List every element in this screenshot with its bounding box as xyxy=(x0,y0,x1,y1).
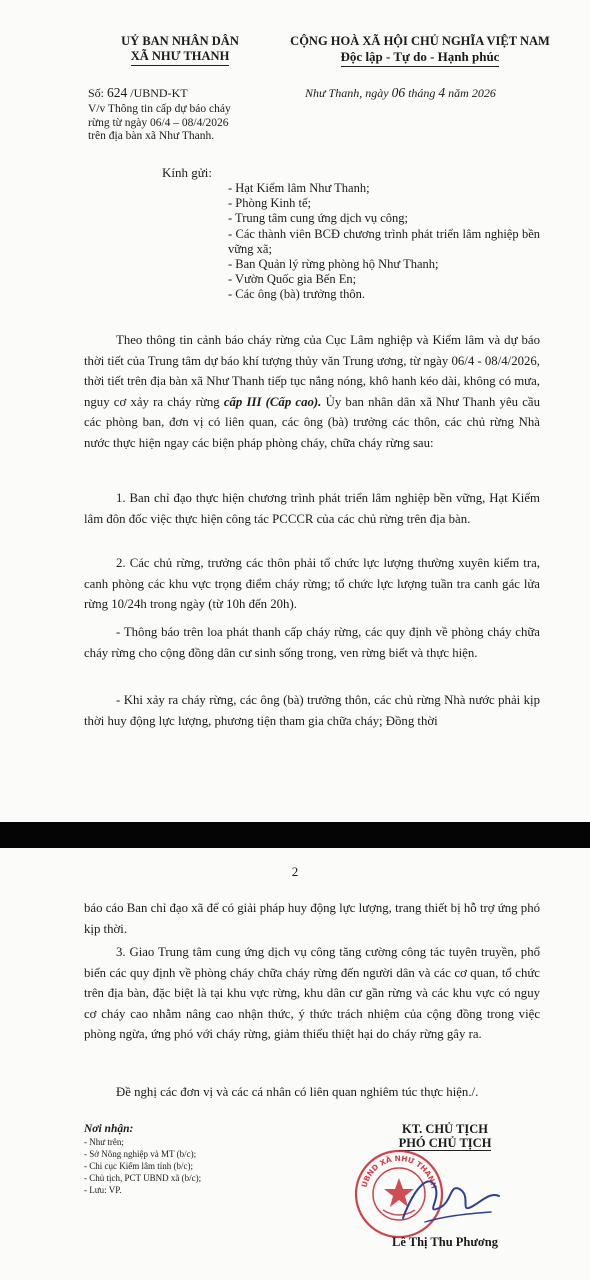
subject-line: V/v Thông tin cấp dự báo cháy xyxy=(88,103,231,115)
sign-line-1: KT. CHỦ TỊCH xyxy=(401,1122,488,1136)
bullet-2-paragraph: - Khi xảy ra cháy rừng, các ông (bà) trưởng thôn, các chủ rừng Nhà nước phải kịp thời huy động lực lượng, phương tiện tham gia chữa cháy; Đồng thời xyxy=(84,693,540,728)
date-month-word: tháng xyxy=(408,86,436,100)
doc-number-suffix: /UBND-KT xyxy=(130,86,188,100)
addressee-label: Kính gửi: xyxy=(162,165,213,180)
recipient-item: - Trung tâm cung ứng dịch vụ công; xyxy=(228,211,409,226)
recipient-item: - Vườn Quốc gia Bến En; xyxy=(228,272,357,287)
date-month: 4 xyxy=(438,85,446,100)
recipient-list xyxy=(228,181,540,303)
date-prefix: Như Thanh, ngày xyxy=(305,86,389,100)
national-motto-line2: Độc lập - Tự do - Hạnh phúc xyxy=(341,49,500,67)
item-3-paragraph: 3. Giao Trung tâm cung ứng dịch vụ công tăng cường công tác tuyên truyền, phổ biến các quy định về phòng cháy chữa cháy rừng đến người dân và các cơ quan, tổ chức trên địa bàn, đặc biệt là tại khu vực rừng, khu dân cư gần rừng và các khu vực có nguy cơ cháy cao nhằm nâng cao nhận thức, ý thức trách nhiệm của cộng đồng trong việc phòng ngừa, ứng phó với cháy rừng, giảm thiểu thiệt hại do cháy rừng gây ra. xyxy=(84,945,540,1042)
document-date xyxy=(305,85,496,101)
subject-line: trên địa bàn xã Như Thanh. xyxy=(88,130,215,142)
issuer-header xyxy=(95,34,265,66)
signer-name: Lê Thị Thu Phương xyxy=(391,1235,499,1249)
document-page-2 xyxy=(0,848,590,1280)
item-2-paragraph: 2. Các chủ rừng, trưởng các thôn phải tổ chức lực lượng thường xuyên kiểm tra, canh phòng các khu vực trọng điểm cháy rừng; tổ chức lực lượng tuần tra canh gác lửa rừng 10/24h trong ngày (từ 10h đến 20h). xyxy=(84,556,540,612)
closing-paragraph: Đề nghị các đơn vị và các cá nhân có liên quan nghiêm túc thực hiện./. xyxy=(116,1085,479,1099)
recipient-item: - Ban Quản lý rừng phòng hộ Như Thanh; xyxy=(228,257,439,272)
doc-number-prefix: Số: xyxy=(88,86,105,100)
recipient-item: - Phòng Kinh tế; xyxy=(228,196,311,211)
recipients-footer-list xyxy=(84,1136,284,1196)
fire-level-highlight: cấp III (Cấp cao). xyxy=(223,394,322,409)
signature-title xyxy=(360,1122,530,1151)
sign-line-2: PHÓ CHỦ TỊCH xyxy=(398,1136,492,1150)
issuer-line2: XÃ NHƯ THANH xyxy=(131,49,230,66)
intro-text: Theo thông tin cảnh báo cháy rừng của Cục Lâm nghiệp và Kiểm lâm và dự báo thời tiết của Trung tâm dự báo khí tượng thủy văn Trung ương, từ ngày 06/4 - 08/4/2026, thời tiết trên địa bàn xã Như Thanh tiếp tục nắng nóng, khô hanh kéo dài, không có mưa, nguy cơ xảy ra cháy rừng xyxy=(84,333,540,409)
page-number: 2 xyxy=(291,864,299,879)
recipients-footer-title: Nơi nhận: xyxy=(84,1123,134,1135)
handwritten-signature xyxy=(395,1156,505,1236)
intro-paragraph xyxy=(84,330,540,454)
footer-recipient: - Chi cục Kiểm lâm tỉnh (b/c); xyxy=(84,1161,193,1171)
seal-text: UBND XÃ NHƯ THANH xyxy=(359,1153,439,1190)
item-1-paragraph: 1. Ban chỉ đạo thực hiện chương trình phát triển lâm nghiệp bền vững, Hạt Kiểm lâm đôn đốc việc thực hiện công tác PCCCR của các chủ rừng trên địa bàn. xyxy=(84,491,540,526)
recipient-item: - Các ông (bà) trưởng thôn. xyxy=(228,287,365,302)
footer-recipient: - Như trên; xyxy=(84,1137,124,1147)
document-number xyxy=(88,85,188,101)
continuation-paragraph: báo cáo Ban chỉ đạo xã để có giải pháp huy động lực lượng, trang thiết bị hỗ trợ ứng phó kịp thời. xyxy=(84,901,540,936)
doc-number-value: 624 xyxy=(107,85,128,100)
recipient-item: - Các thành viên BCĐ chương trình phát triển lâm nghiệp bền vững xã; xyxy=(228,226,540,256)
date-day: 06 xyxy=(391,85,406,100)
date-year: năm 2026 xyxy=(448,86,496,100)
page-divider xyxy=(0,822,590,848)
document-subject xyxy=(88,103,288,144)
footer-recipient: - Chủ tịch, PCT UBND xã (b/c); xyxy=(84,1173,202,1183)
intro-text-continued: Ủy ban nhân dân xã Như Thanh yêu cầu các phòng ban, đơn vị có liên quan, các ông (bà) trưởng các thôn, các chủ rừng Nhà nước thực hiện ngay các biện pháp phòng cháy, chữa cháy rừng sau: xyxy=(84,394,540,450)
issuer-line1: UỶ BAN NHÂN DÂN xyxy=(121,34,239,48)
subject-line: rừng từ ngày 06/4 – 08/4/2026 xyxy=(88,116,229,129)
national-header xyxy=(270,34,570,67)
footer-recipient: - Lưu: VP. xyxy=(84,1185,122,1195)
recipient-item: - Hạt Kiểm lâm Như Thanh; xyxy=(228,181,370,195)
footer-recipient: - Sở Nông nghiệp và MT (b/c); xyxy=(84,1149,197,1159)
bullet-1-paragraph: - Thông báo trên loa phát thanh cấp cháy rừng, các quy định về phòng cháy chữa cháy rừng cho cộng đồng dân cư sinh sống trong, ven rừng biết và thực hiện. xyxy=(84,625,540,660)
national-motto-line1: CỘNG HOÀ XÃ HỘI CHỦ NGHĨA VIỆT NAM xyxy=(290,34,550,48)
